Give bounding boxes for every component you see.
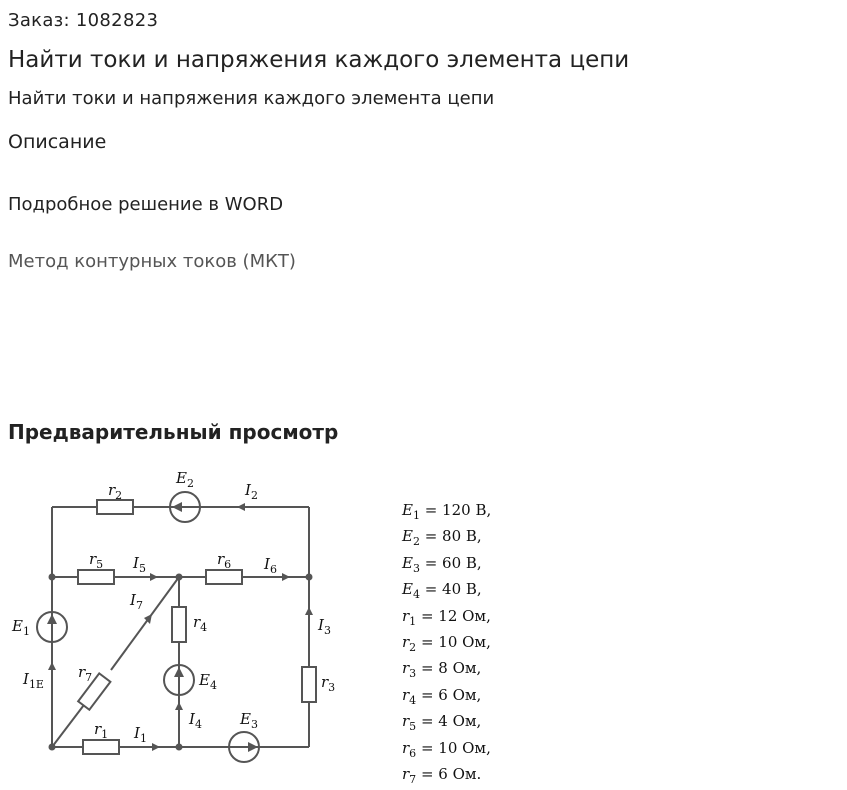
label-i1: $I_1$	[134, 724, 147, 745]
description-heading: Описание	[8, 131, 107, 153]
label-e4: $E_4$	[199, 671, 217, 692]
node	[176, 744, 183, 751]
resistor-r1	[83, 740, 119, 754]
resistor-r5	[78, 570, 114, 584]
label-r3: $r_3$	[321, 673, 336, 694]
parameter-row: $r_5 = 4$ Ом,	[402, 712, 482, 734]
parameters-list	[402, 500, 491, 790]
resistor-r2	[97, 500, 133, 514]
label-i3: $I_3$	[318, 616, 331, 637]
parameter-row: $E_3 = 60$ В,	[402, 553, 482, 575]
parameter-row: $E_1 = 120$ В,	[402, 501, 492, 522]
label-r5: $r_5$	[89, 550, 104, 571]
label-i2: $I_2$	[245, 481, 258, 502]
current-arrow-i1e	[48, 662, 56, 670]
parameter-row: $r_7 = 6$ Ом.	[402, 765, 482, 787]
parameter-row: $r_1 = 12$ Ом,	[402, 606, 491, 628]
current-arrow-i4	[175, 702, 183, 710]
label-e2: $E_2$	[176, 469, 194, 490]
label-i5: $I_5$	[133, 554, 146, 575]
parameter-row: $r_4 = 6$ Ом,	[402, 685, 482, 707]
resistor-r6	[206, 570, 242, 584]
current-arrow-i5	[150, 573, 158, 581]
resistor-r3	[302, 667, 316, 702]
current-arrow-i2	[237, 503, 245, 511]
parameter-row: $r_6 = 10$ Ом,	[402, 738, 491, 760]
parameter-row: $r_2 = 10$ Ом,	[402, 633, 491, 655]
preview-heading: Предварительный просмотр	[8, 420, 339, 444]
method-text: Метод контурных токов (МКТ)	[8, 251, 296, 272]
parameter-row: $E_2 = 80$ В,	[402, 527, 482, 549]
circuit-diagram	[0, 460, 600, 784]
label-r1: $r_1$	[94, 720, 109, 741]
label-r2: $r_2$	[108, 481, 123, 502]
node	[49, 744, 56, 751]
resistor-r4	[172, 607, 186, 642]
current-arrow-i1	[152, 743, 160, 751]
label-r6: $r_6$	[217, 550, 232, 571]
order-number: Заказ: 1082823	[8, 10, 159, 31]
label-e3: $E_3$	[240, 710, 258, 731]
label-i7: $I_7$	[130, 591, 143, 612]
node	[306, 574, 313, 581]
label-e1: $E_1$	[12, 617, 30, 638]
current-arrow-i3	[305, 607, 313, 615]
node	[176, 574, 183, 581]
label-r7: $r_7$	[78, 663, 93, 684]
label-i1e: $I_{1E}$	[23, 670, 44, 691]
page-title: Найти токи и напряжения каждого элемента цепи	[8, 47, 630, 73]
page-subtitle: Найти токи и напряжения каждого элемента цепи	[8, 88, 495, 109]
parameter-row: $E_4 = 40$ В,	[402, 580, 482, 602]
node	[49, 574, 56, 581]
current-arrow-i6	[282, 573, 290, 581]
label-i6: $I_6$	[264, 555, 277, 576]
label-r4: $r_4$	[193, 613, 208, 634]
description-text: Подробное решение в WORD	[8, 194, 284, 215]
parameter-row: $r_3 = 8$ Ом,	[402, 659, 482, 681]
label-i4: $I_4$	[189, 710, 202, 731]
